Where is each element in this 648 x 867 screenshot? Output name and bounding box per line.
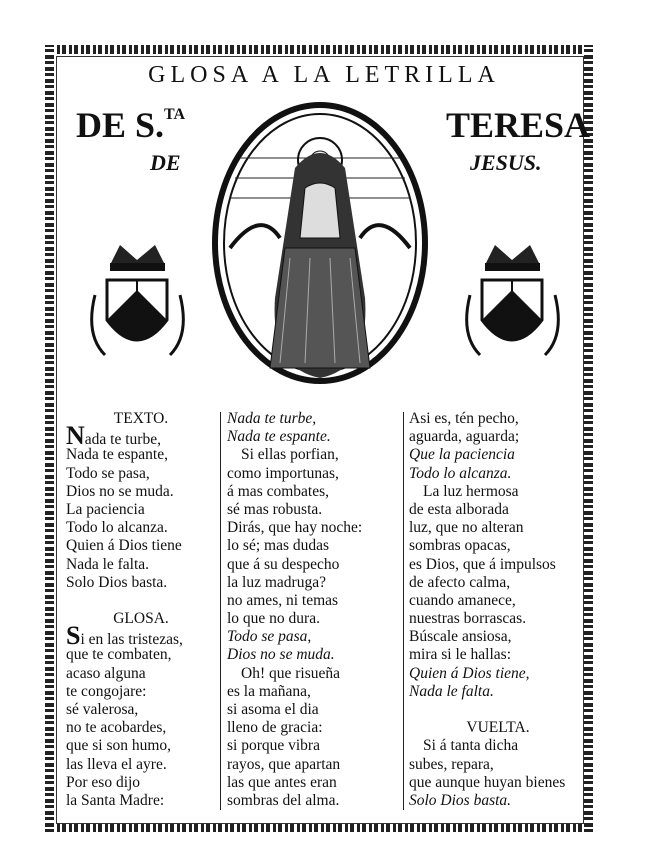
verse-text: La luz hermosa bbox=[423, 482, 519, 500]
verse-text: la luz madruga? bbox=[227, 573, 326, 591]
verse-line bbox=[409, 501, 587, 519]
verse-line bbox=[409, 701, 587, 719]
verse-line bbox=[227, 646, 399, 664]
verse-text: que aunque huyan bienes bbox=[409, 773, 566, 791]
verse-text: acaso alguna bbox=[66, 664, 146, 682]
verse-text: luz, que no alteran bbox=[409, 519, 524, 537]
carmelite-crest-right bbox=[450, 235, 575, 380]
verse-line bbox=[409, 428, 587, 446]
verse-text: ada te turbe, bbox=[84, 431, 161, 449]
verse-line bbox=[409, 574, 587, 592]
verse-text: Nada te espante. bbox=[227, 428, 331, 446]
verse-line bbox=[409, 556, 587, 574]
verse-text: Oh! que risueña bbox=[241, 664, 340, 682]
verse-line bbox=[66, 665, 216, 683]
verse-text: como importunas, bbox=[227, 464, 339, 482]
subheading-right: JESUS. bbox=[470, 150, 542, 175]
verse-text: sé valerosa, bbox=[66, 701, 139, 718]
verse-line bbox=[66, 574, 216, 592]
verse-text: sé mas robusta. bbox=[227, 500, 323, 518]
verse-line bbox=[227, 537, 399, 555]
verse-line bbox=[66, 446, 216, 464]
verse-line bbox=[66, 556, 216, 574]
verse-line bbox=[66, 592, 216, 610]
verse-text: las lleva el ayre. bbox=[66, 755, 167, 773]
verse-line bbox=[66, 519, 216, 537]
verse-line bbox=[409, 537, 587, 555]
verse-line bbox=[227, 574, 399, 592]
verse-text: Solo Dios basta. bbox=[66, 573, 168, 591]
verse-text: Todo se pasa, bbox=[227, 628, 312, 646]
verse-text: si porque vibra bbox=[227, 737, 320, 755]
verse-line bbox=[66, 701, 216, 719]
verse-line bbox=[409, 683, 587, 701]
verse-line bbox=[227, 483, 399, 501]
verse-text: Todo se pasa, bbox=[66, 464, 150, 482]
verse-text: Quien á Dios tiene bbox=[66, 537, 182, 555]
verse-text: Todo lo alcanza. bbox=[409, 464, 512, 482]
verse-text: Nada le falta. bbox=[66, 555, 150, 573]
verse-line bbox=[409, 646, 587, 664]
verse-line bbox=[227, 683, 399, 701]
drop-cap: N bbox=[66, 421, 85, 451]
verse-line bbox=[409, 519, 587, 537]
ornamental-border-top bbox=[45, 45, 593, 54]
verse-line bbox=[227, 446, 399, 464]
carmelite-crest-left bbox=[85, 235, 190, 380]
verse-text: te congojare: bbox=[66, 682, 147, 700]
verse-line bbox=[409, 446, 587, 464]
column-glosa-continued bbox=[227, 410, 399, 810]
verse-line bbox=[66, 501, 216, 519]
column-divider bbox=[220, 412, 221, 810]
verse-line bbox=[409, 483, 587, 501]
column-texto-glosa bbox=[66, 410, 216, 810]
verse-text: rayos, que apartan bbox=[227, 755, 341, 773]
verse-line bbox=[409, 610, 587, 628]
verse-text: si asoma el dia bbox=[227, 701, 319, 718]
ornamental-border-left bbox=[45, 45, 54, 832]
verse-line bbox=[227, 592, 399, 610]
subheading-left: DE bbox=[150, 150, 181, 175]
verse-line bbox=[227, 610, 399, 628]
verse-text: lleno de gracia: bbox=[227, 719, 323, 737]
verse-line bbox=[66, 621, 216, 651]
verse-text: Que la paciencia bbox=[409, 446, 515, 464]
verse-line bbox=[66, 774, 216, 792]
verse-line bbox=[409, 665, 587, 683]
verse-text: Asi es, tén pecho, bbox=[409, 410, 519, 427]
verse-text: subes, repara, bbox=[409, 755, 494, 773]
verse-text: Quien á Dios tiene, bbox=[409, 664, 530, 682]
section-heading bbox=[66, 410, 216, 428]
verse-line bbox=[227, 792, 399, 810]
verse-text: Nada te turbe, bbox=[227, 410, 317, 427]
heading-left: DE S.$^{TA}$ bbox=[76, 105, 186, 145]
verse-text: aguarda, aguarda; bbox=[409, 428, 520, 446]
verse-line bbox=[409, 410, 587, 428]
verse-line bbox=[227, 737, 399, 755]
ornamental-border-bottom bbox=[45, 823, 593, 832]
verse-line bbox=[227, 465, 399, 483]
verse-line bbox=[409, 774, 587, 792]
verse-text: no te acobardes, bbox=[66, 719, 167, 737]
verse-line bbox=[227, 756, 399, 774]
column-divider bbox=[403, 412, 404, 810]
verse-line bbox=[66, 756, 216, 774]
verse-text: sombras del alma. bbox=[227, 791, 340, 809]
verse-line bbox=[227, 719, 399, 737]
verse-text: es Dios, que á impulsos bbox=[409, 555, 556, 573]
verse-text: Solo Dios basta. bbox=[409, 791, 512, 809]
verse-line bbox=[409, 737, 587, 755]
verse-text: que si son humo, bbox=[66, 737, 172, 755]
verse-line bbox=[66, 737, 216, 755]
verse-text: Dios no se muda. bbox=[227, 646, 335, 664]
verse-text: cuando amanece, bbox=[409, 591, 516, 609]
verse-text: Dirás, que hay noche: bbox=[227, 519, 363, 537]
verse-text: Nada te espante, bbox=[66, 446, 168, 464]
verse-line bbox=[66, 719, 216, 737]
verse-text: á mas combates, bbox=[227, 482, 330, 500]
verse-text: Dios no se muda. bbox=[66, 482, 174, 500]
verse-line bbox=[66, 683, 216, 701]
verse-text: GLOSA. bbox=[113, 610, 169, 628]
verse-text: que á su despecho bbox=[227, 555, 340, 573]
verse-line bbox=[227, 774, 399, 792]
heading-right: TERESA bbox=[446, 105, 591, 145]
verse-line bbox=[227, 556, 399, 574]
verse-text: lo sé; mas dudas bbox=[227, 537, 330, 555]
verse-line bbox=[66, 421, 216, 451]
verse-line bbox=[409, 792, 587, 810]
verse-line bbox=[409, 465, 587, 483]
verse-text: de esta alborada bbox=[409, 500, 509, 518]
verse-text: de afecto calma, bbox=[409, 573, 511, 591]
verse-line bbox=[227, 665, 399, 683]
verse-text: Búscale ansiosa, bbox=[409, 628, 512, 646]
verse-line bbox=[227, 410, 399, 428]
verse-line bbox=[409, 592, 587, 610]
section-heading bbox=[409, 719, 587, 737]
verse-text: es la mañana, bbox=[227, 682, 311, 700]
verse-line bbox=[227, 701, 399, 719]
section-heading bbox=[66, 610, 216, 628]
drop-cap: S bbox=[66, 621, 81, 651]
page-title: GLOSA A LA LETRILLA bbox=[148, 62, 500, 88]
verse-line bbox=[66, 483, 216, 501]
verse-line bbox=[227, 628, 399, 646]
verse-text: VUELTA. bbox=[466, 719, 530, 737]
verse-text: Si ellas porfian, bbox=[241, 446, 339, 464]
verse-text: mira si le hallas: bbox=[409, 646, 512, 664]
verse-text: Todo lo alcanza. bbox=[66, 519, 168, 537]
verse-text: Si á tanta dicha bbox=[423, 737, 519, 755]
verse-text: TEXTO. bbox=[113, 410, 169, 427]
verse-text: las que antes eran bbox=[227, 773, 337, 791]
verse-text: no ames, ni temas bbox=[227, 591, 339, 609]
saint-teresa-engraving bbox=[200, 98, 440, 393]
verse-text: la Santa Madre: bbox=[66, 791, 165, 809]
verse-text: Por eso dijo bbox=[66, 773, 141, 791]
column-vuelta bbox=[409, 410, 587, 810]
verse-line bbox=[227, 519, 399, 537]
verse-line bbox=[227, 501, 399, 519]
verse-text: que te combaten, bbox=[66, 646, 172, 664]
verse-line bbox=[66, 792, 216, 810]
verse-text: nuestras borrascas. bbox=[409, 610, 527, 628]
verse-line bbox=[66, 646, 216, 664]
verse-line bbox=[409, 628, 587, 646]
verse-line bbox=[409, 756, 587, 774]
verse-text: lo que no dura. bbox=[227, 610, 320, 628]
verse-text: La paciencia bbox=[66, 500, 145, 518]
verse-line bbox=[66, 537, 216, 555]
verse-text: Nada le falta. bbox=[409, 682, 494, 700]
verse-text: sombras opacas, bbox=[409, 537, 511, 555]
verse-line bbox=[66, 465, 216, 483]
verse-text: i en las tristezas, bbox=[80, 631, 183, 649]
verse-line bbox=[227, 428, 399, 446]
